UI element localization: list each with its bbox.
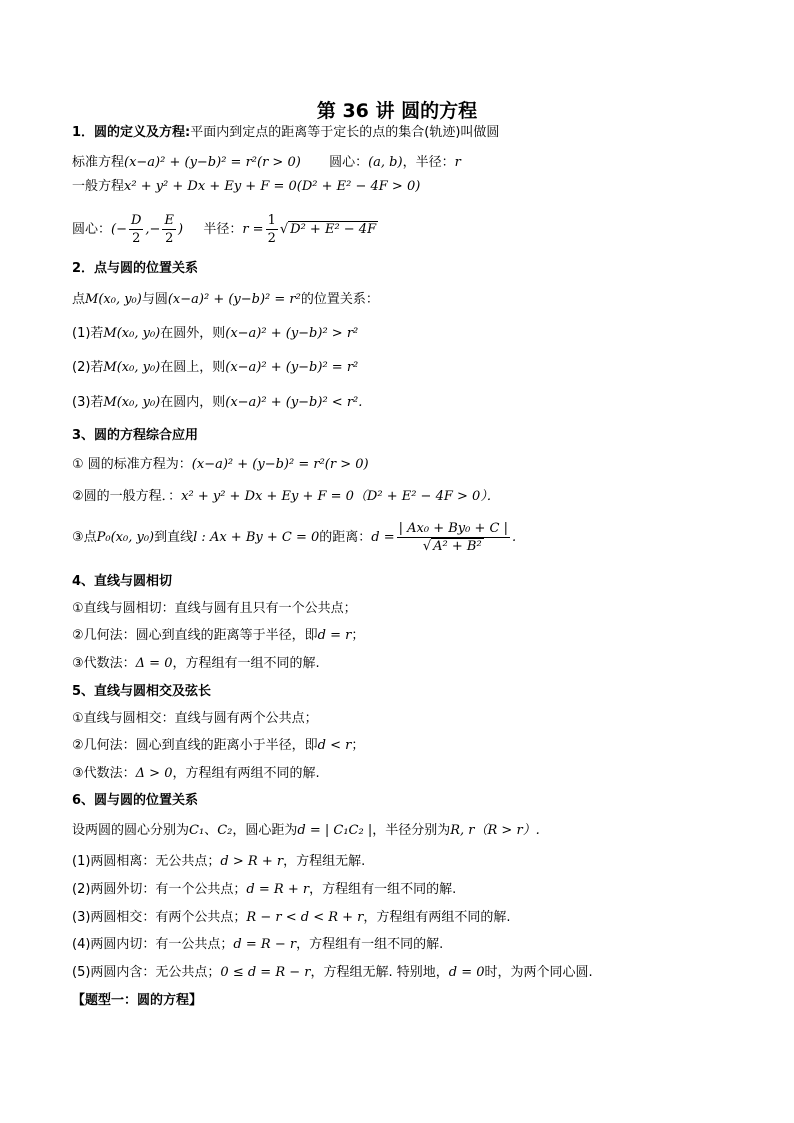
frac-den: 2 (165, 231, 174, 246)
distance-label: d = (371, 530, 395, 545)
section-4-item-3 (72, 655, 320, 673)
section-3-item-2 (72, 488, 500, 506)
text: ③代数法： (72, 656, 136, 671)
point-m: M(x₀, y₀) (103, 395, 161, 410)
center2-label: 圆心： (72, 222, 112, 237)
text: (5)两圆内含：无公共点； (72, 965, 221, 980)
section-1-definition (72, 124, 499, 142)
frac-num: E (164, 213, 174, 228)
text: ②圆的一般方程．： (72, 489, 182, 504)
frac-num: 1 (267, 213, 276, 228)
section-2-item-2 (72, 359, 358, 377)
center2-open: (− (111, 222, 127, 237)
section-6-item-4 (72, 936, 443, 954)
section-6-item-2 (72, 881, 456, 899)
inequality: Δ > 0 (135, 766, 173, 781)
frac-d-over-2 (129, 212, 143, 247)
std-label: 标准方程 (72, 155, 125, 170)
general-equation-line (72, 178, 420, 196)
equation: d = 0 (448, 965, 485, 980)
frac-e-over-2 (162, 212, 176, 247)
section-4-item-2 (72, 627, 364, 645)
inequality: d > R + r (220, 854, 284, 869)
equation: Δ = 0 (135, 656, 173, 671)
text: 、 (204, 823, 218, 838)
text: . (511, 530, 517, 545)
page-title: 第 36 讲 圆的方程 (316, 100, 478, 122)
gen-label: 一般方程 (72, 179, 125, 194)
text: (3)两圆相交：有两个公共点； (72, 910, 247, 925)
text: ； (351, 628, 365, 643)
equation: (x−a)² + (y−b)² = r² (225, 360, 359, 375)
point-m: M(x₀, y₀) (103, 326, 161, 341)
standard-equation-line (72, 154, 461, 172)
inequality: (x−a)² + (y−b)² < r². (225, 395, 363, 410)
condition: （D² + E² − 4F > 0）． (353, 489, 500, 504)
text: ，方程组有两组不同的解. (172, 766, 320, 781)
condition: （R > r）. (474, 823, 540, 838)
section-4-heading: 4、直线与圆相切 (72, 574, 173, 589)
gen-condition: (D² + E² − 4F > 0) (296, 179, 421, 194)
section-2-intro (72, 291, 379, 309)
text: ，方程组有一组不同的解. (172, 656, 320, 671)
radius-value: r (454, 155, 461, 170)
text: 在圆上，则 (160, 360, 226, 375)
section-6-heading: 6、圆与圆的位置关系 (72, 793, 199, 808)
equation: (x−a)² + (y−b)² = r²(r > 0) (191, 457, 369, 472)
inequality: R − r < d < R + r (246, 910, 364, 925)
center-label: 圆心： (329, 155, 369, 170)
distance-fraction (397, 520, 510, 555)
section-5-item-2 (72, 737, 364, 755)
equation: d = R − r (233, 937, 297, 952)
text: ，方程组有一组不同的解. (296, 937, 444, 952)
frac-one-half (266, 212, 278, 247)
section-2-item-1 (72, 325, 358, 343)
text: (2)若 (72, 360, 104, 375)
text: (3)若 (72, 395, 104, 410)
text: ，方程组无解. (283, 854, 366, 869)
text: 在圆外，则 (160, 326, 226, 341)
center-c1: C₁ (189, 823, 205, 838)
text: 的位置关系： (300, 292, 379, 307)
gen-equation: x² + y² + Dx + Ey + F = 0 (124, 179, 297, 194)
inequality: d < r (317, 738, 352, 753)
center2-comma: ,− (145, 222, 161, 237)
section-2-item-3 (72, 394, 362, 412)
section-5-heading: 5、直线与圆相交及弦长 (72, 684, 212, 699)
section-6-item-1 (72, 853, 365, 871)
text: ，方程组有一组不同的解. (309, 882, 457, 897)
radius2-pre: r = (242, 222, 264, 237)
section-3-item-3 (72, 520, 516, 556)
point-p0: P₀(x₀, y₀) (96, 530, 155, 545)
radii: R, r (450, 823, 475, 838)
text: ②几何法：圆心到直线的距离小于半径，即 (72, 738, 318, 753)
center-radius-line (72, 212, 378, 248)
center-distance: d = | C₁C₂ | (297, 823, 373, 838)
circle-equation: (x−a)² + (y−b)² = r² (167, 292, 301, 307)
text: (4)两圆内切：有一公共点； (72, 937, 234, 952)
center-value: (a, b) (368, 155, 403, 170)
text: ； (351, 738, 365, 753)
text: ，方程组无解. 特别地， (310, 965, 449, 980)
frac-num: D (130, 213, 142, 228)
question-type-heading: 【题型一：圆的方程】 (72, 993, 203, 1008)
text: 点 (72, 292, 86, 307)
inequality: 0 ≤ d = R − r (220, 965, 311, 980)
center2-close: ) (177, 222, 184, 237)
equation: d = r (317, 628, 352, 643)
text: ① 圆的标准方程为： (72, 457, 192, 472)
section-2-heading: 2．点与圆的位置关系 (72, 261, 199, 276)
line-equation: l : Ax + By + C = 0 (193, 530, 320, 545)
text: ②几何法：圆心到直线的距离等于半径，即 (72, 628, 318, 643)
frac-den: 2 (132, 231, 141, 246)
section-1-text: 平面内到定点的距离等于定长的点的集合(轨迹)叫做圆 (190, 125, 500, 140)
text: ，圆心距为 (232, 823, 298, 838)
text: (1)若 (72, 326, 104, 341)
text: 在圆内，则 (160, 395, 226, 410)
radius2-label: 半径： (203, 222, 243, 237)
equation: d = R + r (246, 882, 310, 897)
section-3-heading: 3、圆的方程综合应用 (72, 428, 199, 443)
section-1-heading: 1．圆的定义及方程: (72, 125, 191, 140)
point-m: M(x₀, y₀) (85, 292, 142, 307)
text: ③点 (72, 530, 97, 545)
section-4-item-1: ①直线与圆相切：直线与圆有且只有一个公共点； (72, 601, 357, 616)
section-6-item-5 (72, 964, 593, 982)
text: ③代数法： (72, 766, 136, 781)
section-3-item-1 (72, 456, 369, 474)
center-c2: C₂ (217, 823, 233, 838)
text: 时，为两个同心圆. (484, 965, 593, 980)
text: (1)两圆相离：无公共点； (72, 854, 221, 869)
section-5-item-3 (72, 765, 320, 783)
equation: x² + y² + Dx + Ey + F = 0 (181, 489, 354, 504)
inequality: (x−a)² + (y−b)² > r² (225, 326, 359, 341)
radius-label: ，半径： (402, 155, 455, 170)
frac-den: 2 (267, 231, 276, 246)
frac-den: √ A² + B² (422, 539, 482, 554)
point-m: M(x₀, y₀) (103, 360, 161, 375)
section-5-item-1: ①直线与圆相交：直线与圆有两个公共点； (72, 711, 318, 726)
section-6-intro (72, 822, 540, 840)
std-equation: (x−a)² + (y−b)² = r²(r > 0) (124, 155, 301, 170)
section-6-item-3 (72, 909, 511, 927)
text: (2)两圆外切：有一个公共点； (72, 882, 247, 897)
sqrt-radicand: A² + B² (433, 539, 482, 554)
text: ，方程组有两组不同的解. (363, 910, 511, 925)
text: 到直线 (154, 530, 194, 545)
text: 与圆 (141, 292, 168, 307)
sqrt-radicand: D² + E² − 4F (290, 222, 377, 237)
sqrt-expression: √ D² + E² − 4F (279, 222, 377, 237)
text: 设两圆的圆心分别为 (72, 823, 190, 838)
text: 的距离： (319, 530, 372, 545)
text: ，半径分别为 (372, 823, 451, 838)
frac-num: | Ax₀ + By₀ + C | (398, 521, 508, 536)
